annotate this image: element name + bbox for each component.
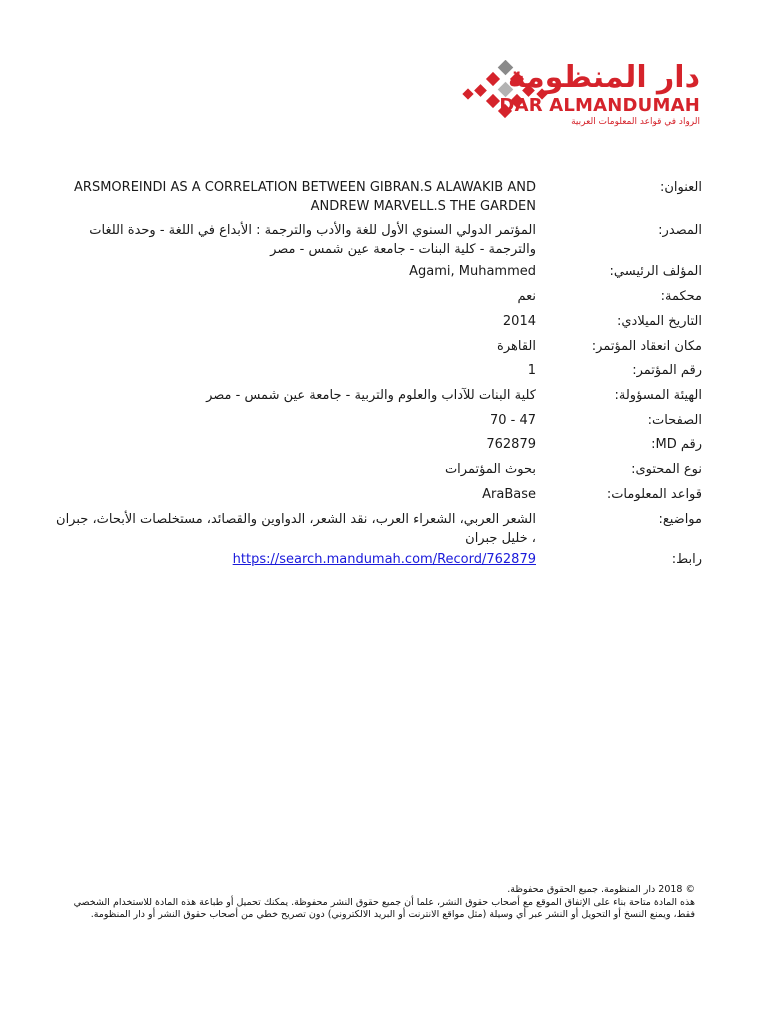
record-label: رابط: [671, 552, 702, 567]
record-value-md-number: 762879 [486, 437, 536, 452]
record-value-peer-reviewed: نعم [517, 289, 536, 304]
record-label: الصفحات: [647, 413, 702, 428]
brand-name-arabic: دار المنظومة [507, 60, 700, 95]
copyright-line: © 2018 دار المنظومة. جميع الحقوق محفوظة. [507, 884, 695, 895]
record-label: نوع المحتوى: [631, 462, 702, 477]
brand-logo [462, 60, 707, 135]
record-link[interactable]: https://search.mandumah.com/Record/762879 [232, 552, 536, 567]
terms-notice: هذه المادة متاحة بناء على الإتفاق الموقع مع أصحاب حقوق النشر، علما أن جميع حقوق النشر محفوظة. يمكنك تحميل أو طباعة هذه المادة للاستخدام الشخصي فقط، ويمنع النسخ أو التحويل أو النشر عبر أي وسيلة (مثل مواقع الانترنت أو البريد الالكتروني) دون تصريح خطي من أصحاب حقوق النشر أو دار المنظومة. [73, 896, 695, 920]
record-value-author: Agami, Muhammed [409, 264, 536, 279]
record-value-organization: كلية البنات للآداب والعلوم والتربية - جامعة عين شمس - مصر [206, 388, 536, 403]
record-label: المؤلف الرئيسي: [609, 264, 702, 279]
record-value-conference-number: 1 [527, 363, 536, 378]
record-label: محكمة: [660, 289, 702, 304]
record-value-content-type: بحوث المؤتمرات [444, 462, 536, 477]
record-value-venue: القاهرة [497, 339, 536, 354]
record-label: قواعد المعلومات: [606, 487, 702, 502]
record-label: مواضيع: [658, 512, 702, 527]
record-label: الهيئة المسؤولة: [614, 388, 702, 403]
record-value-link [50, 550, 536, 569]
record-value-source: المؤتمر الدولي السنوي الأول للغة والأدب والترجمة : الأبداع في اللغة - وحدة اللغات والترجمة - كلية البنات - جامعة عين شمس - مصر [89, 223, 536, 257]
record-value-pages: 47 - 70 [489, 413, 536, 428]
record-value-database: AraBase [482, 487, 536, 502]
record-label: رقم MD: [651, 437, 702, 452]
copyright-footer [52, 884, 695, 922]
record-value-subjects: الشعر العربي، الشعراء العرب، نقد الشعر، الدواوين والقصائد، مستخلصات الأبحاث، جبران ، خليل جبران [56, 512, 536, 546]
record-label: المصدر: [658, 223, 702, 238]
record-label: العنوان: [659, 180, 702, 195]
record-label: التاريخ الميلادي: [617, 314, 702, 329]
record-label: رقم المؤتمر: [632, 363, 702, 378]
record-value-title: ARSMOREINDI AS A CORRELATION BETWEEN GIBRAN.S ALAWAKIB AND ANDREW MARVELL.S THE GARDEN [74, 180, 536, 214]
brand-name-english: DAR ALMANDUMAH [499, 95, 700, 116]
brand-tagline: الرواد في قواعد المعلومات العربية [571, 117, 700, 127]
record-value-date: 2014 [502, 314, 536, 329]
record-label: مكان انعقاد المؤتمر: [591, 339, 702, 354]
